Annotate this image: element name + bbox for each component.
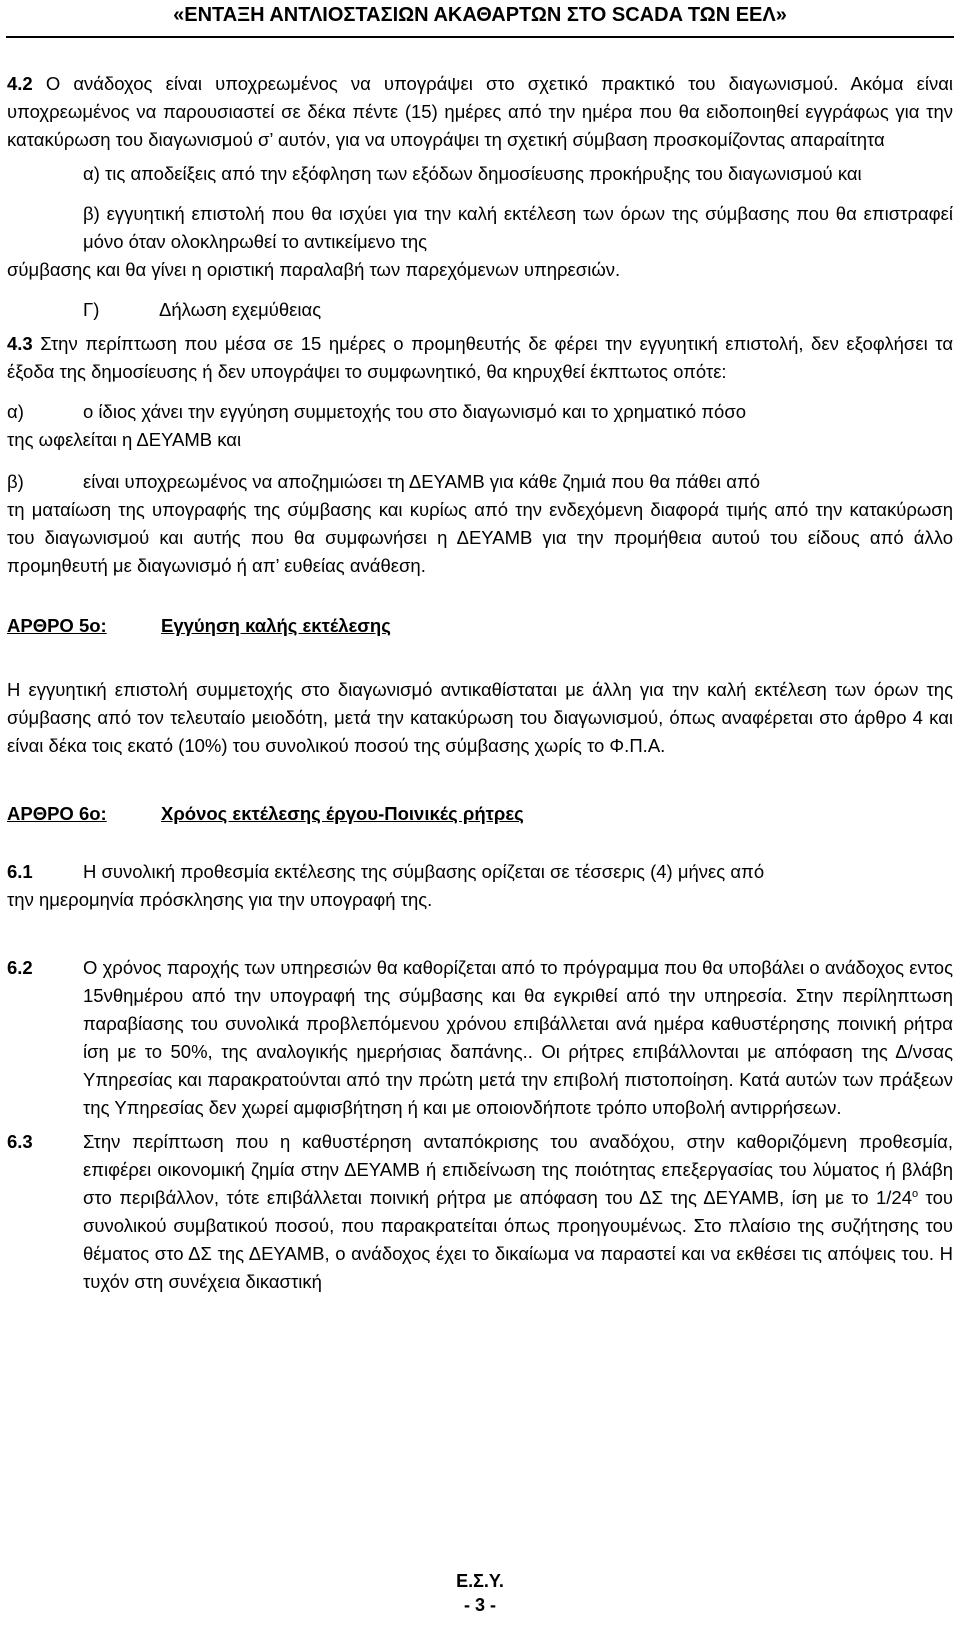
item-a-forfeit bbox=[7, 398, 953, 426]
section-number: 4.2 bbox=[7, 73, 33, 94]
section-6-2 bbox=[7, 954, 953, 1122]
item-b-continuation: τη ματαίωση της υπογραφής της σύμβασης και κυρίως από την ενδεχόμενη διαφορά τιμής από την κατακύρωση του διαγωνισμού και αυτής που θα συμφωνήσει η ΔΕΥΑΜΒ για την προμήθεια αυτού του είδους από άλλο προμηθευτή με διαγωνισμό ή απ’ ευθείας ανάθεση. bbox=[7, 499, 953, 576]
item-c-text: Δήλωση εχεμύθειας bbox=[159, 299, 322, 320]
document-header bbox=[0, 0, 960, 34]
header-rule bbox=[6, 36, 954, 38]
section-4-3 bbox=[7, 330, 953, 386]
section-number: 6.1 bbox=[7, 861, 33, 882]
section-text bbox=[83, 1128, 953, 1296]
article-title: Εγγύηση καλής εκτέλεσης bbox=[161, 615, 391, 636]
article-label: ΑΡΘΡΟ 6ο: bbox=[7, 803, 107, 824]
item-label: β) bbox=[7, 471, 24, 492]
article-5-heading bbox=[7, 612, 953, 640]
section-text-part: του συνολικού συμβατικού ποσού, που παρακρατείται όπως προηγουμένως. Στο πλαίσιο της συζήτησης του θέματος στο ΔΣ της ΔΕΥΑΜΒ, ο ανάδοχος έχει το δικαίωμα να παραστεί και να εκθέσει τις απόψεις του. Η τυχόν στη συνέχεια δικαστική bbox=[83, 1187, 953, 1292]
item-a-proofs: α) τις αποδείξεις από την εξόφληση των εξόδων δημοσίευσης προκήρυξης του διαγωνισμού και bbox=[83, 163, 862, 184]
header-title: «ΕΝΤΑΞΗ ΑΝΤΛΙΟΣΤΑΣΙΩΝ ΑΚΑΘΑΡΤΩΝ ΣΤΟ SCADA ΤΩΝ ΕΕΛ» bbox=[173, 4, 787, 26]
footer-org: Ε.Σ.Υ. bbox=[456, 1571, 504, 1591]
section-6-1 bbox=[7, 858, 953, 886]
section-number: 4.3 bbox=[7, 333, 33, 354]
page-number: - 3 - bbox=[463, 1595, 496, 1615]
superscript: ο bbox=[911, 1187, 919, 1200]
section-number: 6.2 bbox=[7, 957, 33, 978]
section-text: Ο ανάδοχος είναι υποχρεωμένος να υπογράψει στο σχετικό πρακτικό του διαγωνισμού. Ακόμα είναι υποχρεωμένος να παρουσιαστεί σε δέκα πέντε (15) ημέρες από την ημέρα που θα ειδοποιηθεί εγγράφως για την κατακύρωση του διαγωνισμού σ’ αυτόν, για να υπογράψει τη σχετική σύμβαση προσκομίζοντας απαραίτητα bbox=[7, 73, 954, 150]
article-6-heading bbox=[7, 800, 953, 828]
section-text: Ο χρόνος παροχής των υπηρεσιών θα καθορίζεται από το πρόγραμμα που θα υποβάλει ο ανάδοχος εντος 15νθημέρου από την υπογραφή της σύμβασης και θα εγκριθεί από την υπηρεσία. Στην περίληπτωση παραβίασης του συνολικά προβλεπόμενου χρόνου επιβάλλεται ανά ημέρα καθυστέρησης ποινική ρήτρα ίση με το 50%, της αναλογικής ημερήσιας δαπάνης.. Οι ρήτρες επιβάλλονται με απόφαση της Δ/νσας Υπηρεσίας και παρακρατούνται από την πρώτη μετά την επιβολή πιστοποίηση. Κατά αυτών των πράξεων της Υπηρεσίας δεν χωρεί αμφισβήτηση ή και με οποιονδήποτε τρόπο υποβολή αντιρρήσεων. bbox=[83, 957, 953, 1118]
item-c-label: Γ) bbox=[83, 299, 100, 320]
document-footer bbox=[0, 1569, 960, 1617]
item-text: είναι υποχρεωμένος να αποζημιώσει τη ΔΕΥΑΜΒ για κάθε ζημιά που θα πάθει από bbox=[83, 471, 761, 492]
section-4-2 bbox=[7, 70, 953, 154]
item-b-compensation bbox=[7, 468, 953, 496]
section-number: 6.3 bbox=[7, 1131, 33, 1152]
item-b-continuation: σύμβασης και θα γίνει η οριστική παραλαβή των παρεχόμενων υπηρεσιών. bbox=[7, 259, 621, 280]
document-body bbox=[7, 70, 953, 1296]
article-5-text: Η εγγυητική επιστολή συμμετοχής στο διαγωνισμό αντικαθίσταται με άλλη για την καλή εκτέλεση των όρων της σύμβασης από τον τελευταίο μειοδότη, μετά την κατακύρωση του διαγωνισμού, όπως αναφέρεται στο άρθρο 4 και είναι δέκα τοις εκατό (10%) του συνολικού ποσού της σύμβασης χωρίς το Φ.Π.Α. bbox=[7, 679, 953, 756]
article-label: ΑΡΘΡΟ 5ο: bbox=[7, 615, 107, 636]
item-a-continuation: της ωφελείται η ΔΕΥΑΜΒ και bbox=[7, 429, 242, 450]
item-b-guarantee: β) εγγυητική επιστολή που θα ισχύει για την καλή εκτέλεση των όρων της σύμβασης που θα επιστραφεί μόνο όταν ολοκληρωθεί το αντικείμενο της bbox=[83, 203, 953, 252]
item-c-confidentiality bbox=[83, 296, 953, 324]
item-label: α) bbox=[7, 401, 24, 422]
section-text: Η συνολική προθεσμία εκτέλεσης της σύμβασης ορίζεται σε τέσσερις (4) μήνες από bbox=[83, 861, 765, 882]
section-6-1-continuation: την ημερομηνία πρόσκλησης για την υπογραφή της. bbox=[7, 889, 433, 910]
section-text-part: Στην περίπτωση που η καθυστέρηση ανταπόκρισης του αναδόχου, στην καθοριζόμενη προθεσμία, επιφέρει οικονομική ζημία στην ΔΕΥΑΜΒ ή επιδείνωση της ποιότητας επεξεργασίας του λύματος ή βλάβη στο περιβάλλον, τότε επιβάλλεται ποινική ρήτρα με απόφαση του ΔΣ της ΔΕΥΑΜΒ, ίση με το 1/24 bbox=[83, 1131, 953, 1208]
section-6-3 bbox=[7, 1128, 953, 1296]
item-text: ο ίδιος χάνει την εγγύηση συμμετοχής του στο διαγωνισμό και το χρηματικό πόσο bbox=[83, 401, 747, 422]
section-text: Στην περίπτωση που μέσα σε 15 ημέρες ο προμηθευτής δε φέρει την εγγυητική επιστολή, δεν εξοφλήσει τα έξοδα της δημοσίευσης ή δεν υπογράψει το συμφωνητικό, θα κηρυχθεί έκπτωτος οπότε: bbox=[7, 333, 954, 382]
article-title: Χρόνος εκτέλεσης έργου-Ποινικές ρήτρες bbox=[161, 803, 524, 824]
